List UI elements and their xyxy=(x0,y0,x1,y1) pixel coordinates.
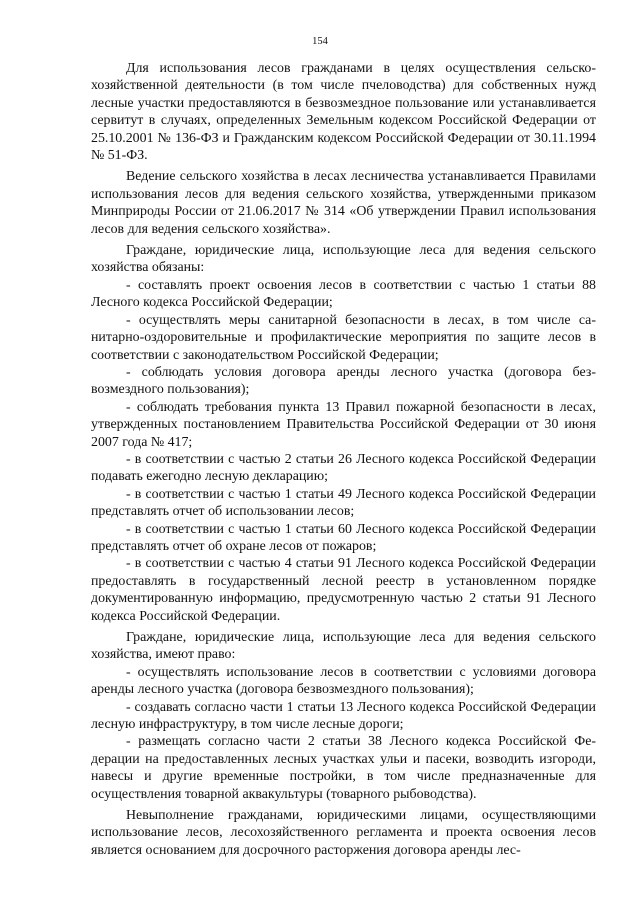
right-item: - осуществлять использование лесов в соответствии с условиями договора аренды лесного участка (договора безвозмездного пользования); xyxy=(91,664,596,698)
paragraph-obligations-intro: Граждане, юридические лица, использующие леса для ведения сельского хозяйства обязаны: xyxy=(91,243,596,276)
page-number: 154 xyxy=(312,36,328,47)
obligation-item: - в соответствии с частью 1 статьи 49 Лесного кодекса Российской Федерации представлять отчет об использовании лесов; xyxy=(91,486,596,520)
paragraph-agriculture-rules: Ведение сельского хозяйства в лесах лесничества устанавливается Правилами использования лесов для ведения сельского хозяйства, утвержденными приказом Минприроды России от 21.06.2017 № 314 «Об утверждении Правил использования лесов для ведения сельского хозяйства». xyxy=(91,169,596,237)
document-body xyxy=(91,60,596,859)
right-item: - размещать согласно части 2 статьи 38 Лесного кодекса Российской Федерации на предоставленных лесных участках ульи и пасеки, возводить изгороди, навесы и другие временные постройки, в том числе предназначенные для осуществления товарной аквакультуры (товарного рыбоводства). xyxy=(91,734,596,802)
obligation-item: - в соответствии с частью 2 статьи 26 Лесного кодекса Российской Федерации подавать ежегодно лесную декларацию; xyxy=(91,451,596,485)
obligation-item: - в соответствии с частью 4 статьи 91 Лесного кодекса Российской Федерации предоставлять в государственный лесной реестр в установленном порядке документированную информацию, предусмотренную частью 2 статьи 91 Лесного кодекса Российской Федерации. xyxy=(91,556,596,624)
obligation-item: - соблюдать условия договора аренды лесного участка (договора безвозмездного пользования); xyxy=(91,364,596,398)
obligation-item: - соблюдать требования пункта 13 Правил пожарной безопасности в лесах, утвержденных постановлением Правительства Российской Федерации от 30 июня 2007 года № 417; xyxy=(91,399,596,450)
obligation-item: - в соответствии с частью 1 статьи 60 Лесного кодекса Российской Федерации представлять отчет об охране лесов от пожаров; xyxy=(91,521,596,554)
paragraph-rights-intro: Граждане, юридические лица, использующие леса для ведения сельского хозяйства, имеют право: xyxy=(91,630,596,663)
paragraph-forest-use-agriculture: Для использования лесов гражданами в целях осуществления сельскохозяйственной деятельности (в том числе пчеловодства) для собственных нужд лесные участки предоставляются в безвозмездное пользование или устанавливается сервитут в случаях, определенных Земельным кодексом Российской Федерации от 25.10.2001 № 136-ФЗ и Гражданским кодексом Российской Федерации от 30.11.1994 № 51-ФЗ. xyxy=(91,61,596,164)
paragraph-violation-consequences: Невыполнение гражданами, юридическими лицами, осуществляющими использование лесов, лесохозяйственного регламента и проекта освоения лесов является основанием для досрочного расторжения договора аренды лес- xyxy=(91,808,596,858)
obligation-item: - составлять проект освоения лесов в соответствии с частью 1 статьи 88 Лесного кодекса Российской Федерации; xyxy=(91,277,596,311)
right-item: - создавать согласно части 1 статьи 13 Лесного кодекса Российской Федерации лесную инфраструктуру, в том числе лесные дороги; xyxy=(91,699,596,733)
obligation-item: - осуществлять меры санитарной безопасности в лесах, в том числе санитарно-оздоровительные и профилактические мероприятия по защите лесов в соответствии с законодательством Российской Федерации; xyxy=(91,312,596,363)
